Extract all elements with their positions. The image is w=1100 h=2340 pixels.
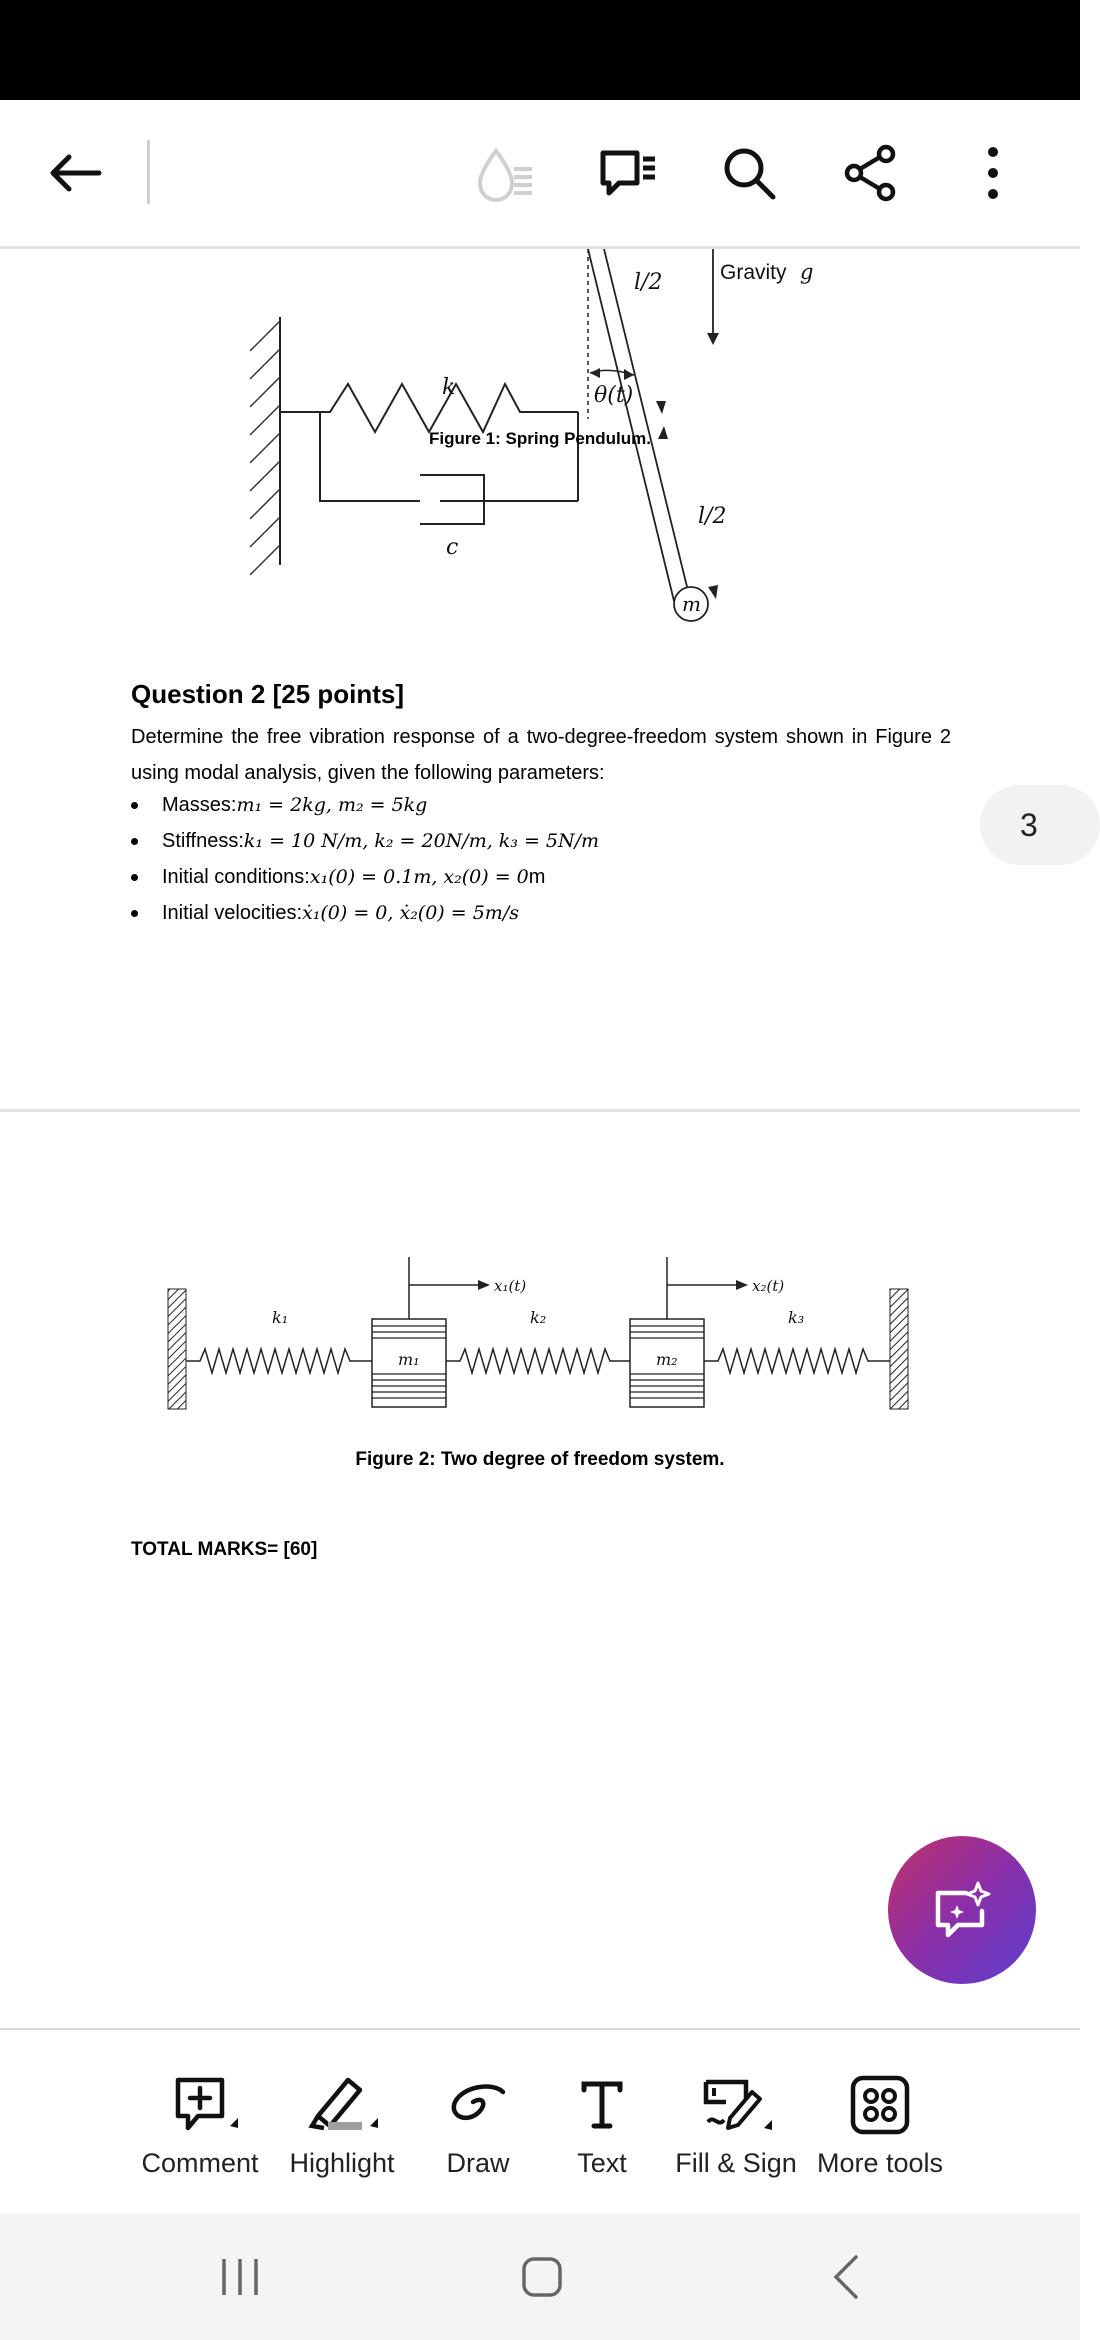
system-back-button[interactable] [806,2242,886,2312]
tool-more-tools[interactable] [812,2030,948,2216]
liquid-mode-icon [474,145,536,205]
question-intro-line-1: Determine the free vibration response of a two-degree-freedom system shown in Figure 2 [131,726,951,748]
page-separator [0,1109,1080,1112]
bullet-dot [131,838,138,845]
liquid-mode-button[interactable] [470,140,540,210]
bullet-math: k₁ = 10 N/m, k₂ = 20N/m, k₃ = 5N/m [243,830,600,852]
divider [147,140,150,204]
bullet-math: m₁ = 2kg, m₂ = 5kg [236,794,428,816]
fill-sign-icon [696,2072,776,2138]
more-vertical-icon [987,146,999,200]
highlight-icon [302,2072,382,2138]
status-bar [0,0,1080,100]
more-tools-icon [847,2072,913,2138]
tool-label-draw: Draw [446,2148,510,2178]
comments-icon [597,147,657,203]
figure-2-caption: Figure 2: Two degree of freedom system. [355,1449,725,1470]
back-nav-icon [828,2253,864,2301]
back-button[interactable] [40,138,110,208]
ai-assistant-icon [930,1879,994,1941]
tool-draw[interactable] [424,2030,532,2216]
parameter-list [131,787,991,931]
bullet-masses [131,787,991,823]
label-gravity-g: g [800,260,814,284]
bullet-label: Initial velocities: [162,901,303,924]
tool-label-more-tools: More tools [816,2148,944,2178]
label-k1: k₁ [272,1308,289,1327]
bottom-toolbar [0,2028,1080,2216]
label-x1: x₁(t) [494,1277,527,1295]
arrow-left-icon [47,153,103,193]
page-number-badge[interactable]: 3 [980,785,1100,865]
label-l-upper: l/2 [634,270,663,295]
draw-icon [443,2072,513,2138]
bullet-initial-conditions [131,859,991,895]
label-x2: x₂(t) [752,1277,785,1295]
label-k3: k₃ [788,1308,805,1327]
text-icon [572,2072,632,2138]
tool-text[interactable] [552,2030,652,2216]
tool-fill-sign[interactable] [666,2030,806,2216]
share-button[interactable] [836,138,906,208]
label-gravity: Gravity [720,261,787,284]
bullet-dot [131,874,138,881]
label-m1: m₁ [398,1350,420,1369]
label-l-lower: l/2 [698,504,727,529]
comment-add-icon [160,2072,240,2138]
question-title: Question 2 [25 points] [131,679,405,709]
bullet-label: Stiffness: [162,829,244,852]
ai-assistant-button[interactable] [888,1836,1036,1984]
figure-2-two-dof-system [160,1239,920,1419]
label-m2: m₂ [656,1350,678,1369]
label-k2: k₂ [530,1308,547,1327]
question-intro-line-2: using modal analysis, given the following parameters: [131,762,605,784]
question-intro [131,719,951,791]
home-icon [520,2255,564,2299]
bullet-math: ẋ₁(0) = 0, ẋ₂(0) = 5m/s [302,902,519,924]
bullet-label: Initial conditions: [162,865,310,888]
more-options-button[interactable] [958,138,1028,208]
figure-1-caption: Figure 1: Spring Pendulum. [429,429,651,448]
bullet-dot [131,910,138,917]
figure-1-caption-wrapper [0,429,1080,449]
tool-highlight[interactable] [274,2030,410,2216]
search-icon [721,145,777,201]
bullet-stiffness [131,823,991,859]
home-button[interactable] [502,2242,582,2312]
total-marks: TOTAL MARKS= [60] [131,1539,318,1560]
label-mass: m [682,592,701,616]
bullet-math: x₁(0) = 0.1m, x₂(0) = 0 [309,866,529,888]
tool-label-fill-sign: Fill & Sign [675,2148,797,2178]
comments-button[interactable] [592,140,662,210]
bullet-label: Masses: [162,793,237,816]
label-c: c [446,535,459,560]
system-navigation-bar [0,2214,1080,2340]
top-app-bar [0,100,1080,249]
bullet-suffix: m [528,865,546,888]
tool-comment[interactable] [132,2030,268,2216]
label-k: k [442,375,456,400]
label-theta: θ(t) [594,383,634,408]
bullet-dot [131,802,138,809]
search-button[interactable] [714,138,784,208]
tool-label-comment: Comment [141,2148,259,2178]
share-icon [842,144,900,202]
recent-apps-button[interactable] [200,2242,280,2312]
bullet-initial-velocities [131,895,991,931]
tool-label-text: Text [577,2148,627,2178]
document-view[interactable] [0,249,1080,2029]
recent-apps-icon [218,2255,262,2299]
tool-label-highlight: Highlight [289,2148,395,2178]
